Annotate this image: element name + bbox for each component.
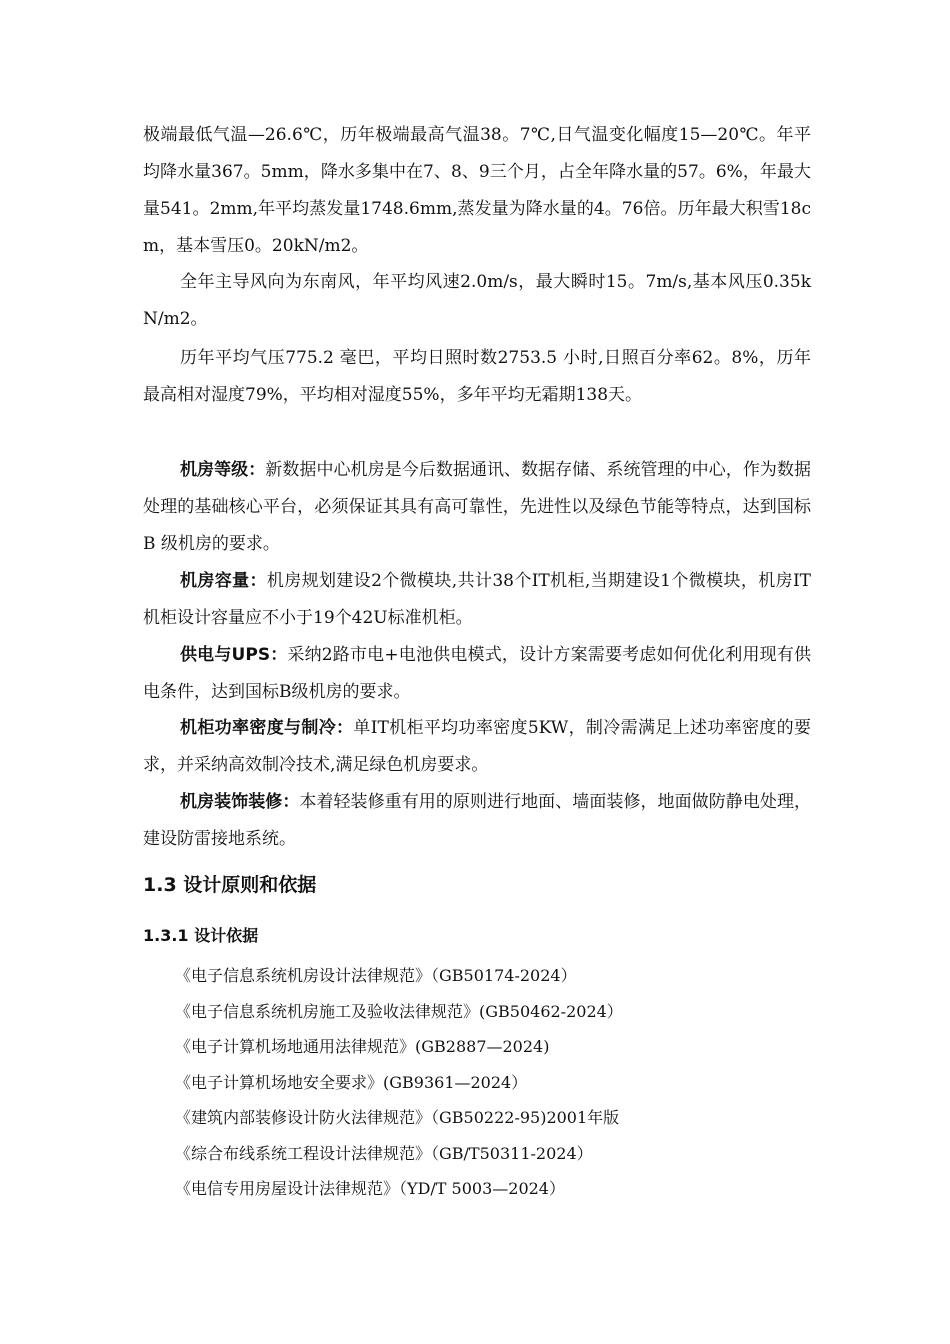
reference-item: 《电信专用房屋设计法律规范》（YD/T 5003—2024）: [175, 1179, 565, 1198]
room-capacity-paragraph: [143, 563, 811, 637]
room-grade-paragraph: [143, 452, 811, 563]
power-ups-label: 供电与UPS：: [180, 645, 288, 665]
cooling-text: 单IT机柜平均功率密度5KW，制冷需满足上述功率密度的要求，并采纳高效制冷技术,满足绿色机房要求。: [143, 718, 812, 775]
reference-list: [175, 958, 815, 1207]
decoration-paragraph: [143, 784, 811, 858]
subsection-heading: 1.3.1 设计依据: [143, 926, 259, 945]
section-heading: 1.3 设计原则和依据: [143, 874, 317, 896]
decoration-text: 本着轻装修重有用的原则进行地面、墙面装修，地面做防静电处理，建设防雷接地系统。: [143, 792, 812, 849]
climate-wind-paragraph: 全年主导风向为东南风，年平均风速2.0m/s，最大瞬时15。7m/s,基本风压0.35kN/m2。: [143, 272, 811, 329]
power-ups-text: 采纳2路市电+电池供电模式，设计方案需要考虑如何优化利用现有供电条件，达到国标B级机房的要求。: [143, 645, 812, 702]
reference-item: 《综合布线系统工程设计法律规范》（GB/T50311-2024）: [175, 1143, 593, 1163]
reference-item: 《电子计算机场地安全要求》(GB9361—2024）: [175, 1072, 528, 1092]
room-capacity-label: 机房容量：: [180, 571, 267, 591]
reference-item: 《电子计算机场地通用法律规范》(GB2887—2024): [175, 1037, 550, 1056]
room-grade-text: 新数据中心机房是今后数据通讯、数据存储、系统管理的中心，作为数据处理的基础核心平台，必须保证其具有高可靠性，先进性以及绿色节能等特点，达到国标B 级机房的要求。: [143, 460, 812, 554]
decoration-label: 机房装饰装修：: [180, 792, 300, 812]
reference-item: 《电子信息系统机房施工及验收法律规范》(GB50462-2024）: [175, 1001, 623, 1021]
climate-pressure-paragraph: 历年平均气压775.2 毫巴，平均日照时数2753.5 小时,日照百分率62。8%，历年最高相对湿度79%，平均相对湿度55%，多年平均无霜期138天。: [143, 348, 811, 405]
power-ups-paragraph: [143, 637, 811, 711]
cooling-paragraph: [143, 710, 811, 784]
room-grade-label: 机房等级：: [180, 460, 266, 480]
reference-item: 《电子信息系统机房设计法律规范》（GB50174-2024）: [175, 966, 577, 985]
cooling-label: 机柜功率密度与制冷：: [180, 718, 354, 738]
reference-item: 《建筑内部装修设计防火法律规范》（GB50222-95)2001年版: [175, 1108, 620, 1127]
room-capacity-text: 机房规划建设2个微模块,共计38个IT机柜,当期建设1个微模块，机房IT机柜设计容量应不小于19个42U标准机柜。: [143, 571, 811, 628]
climate-temperature-paragraph: 极端最低气温—26.6℃，历年极端最高气温38。7℃,日气温变化幅度15—20℃。年平均降水量367。5mm，降水多集中在7、8、9三个月，占全年降水量的57。6%，年最大量541。2mm,年平均蒸发量1748.6mm,蒸发量为降水量的4。76倍。历年最大积雪18cm，基本雪压0。20kN/m2。: [143, 125, 811, 256]
